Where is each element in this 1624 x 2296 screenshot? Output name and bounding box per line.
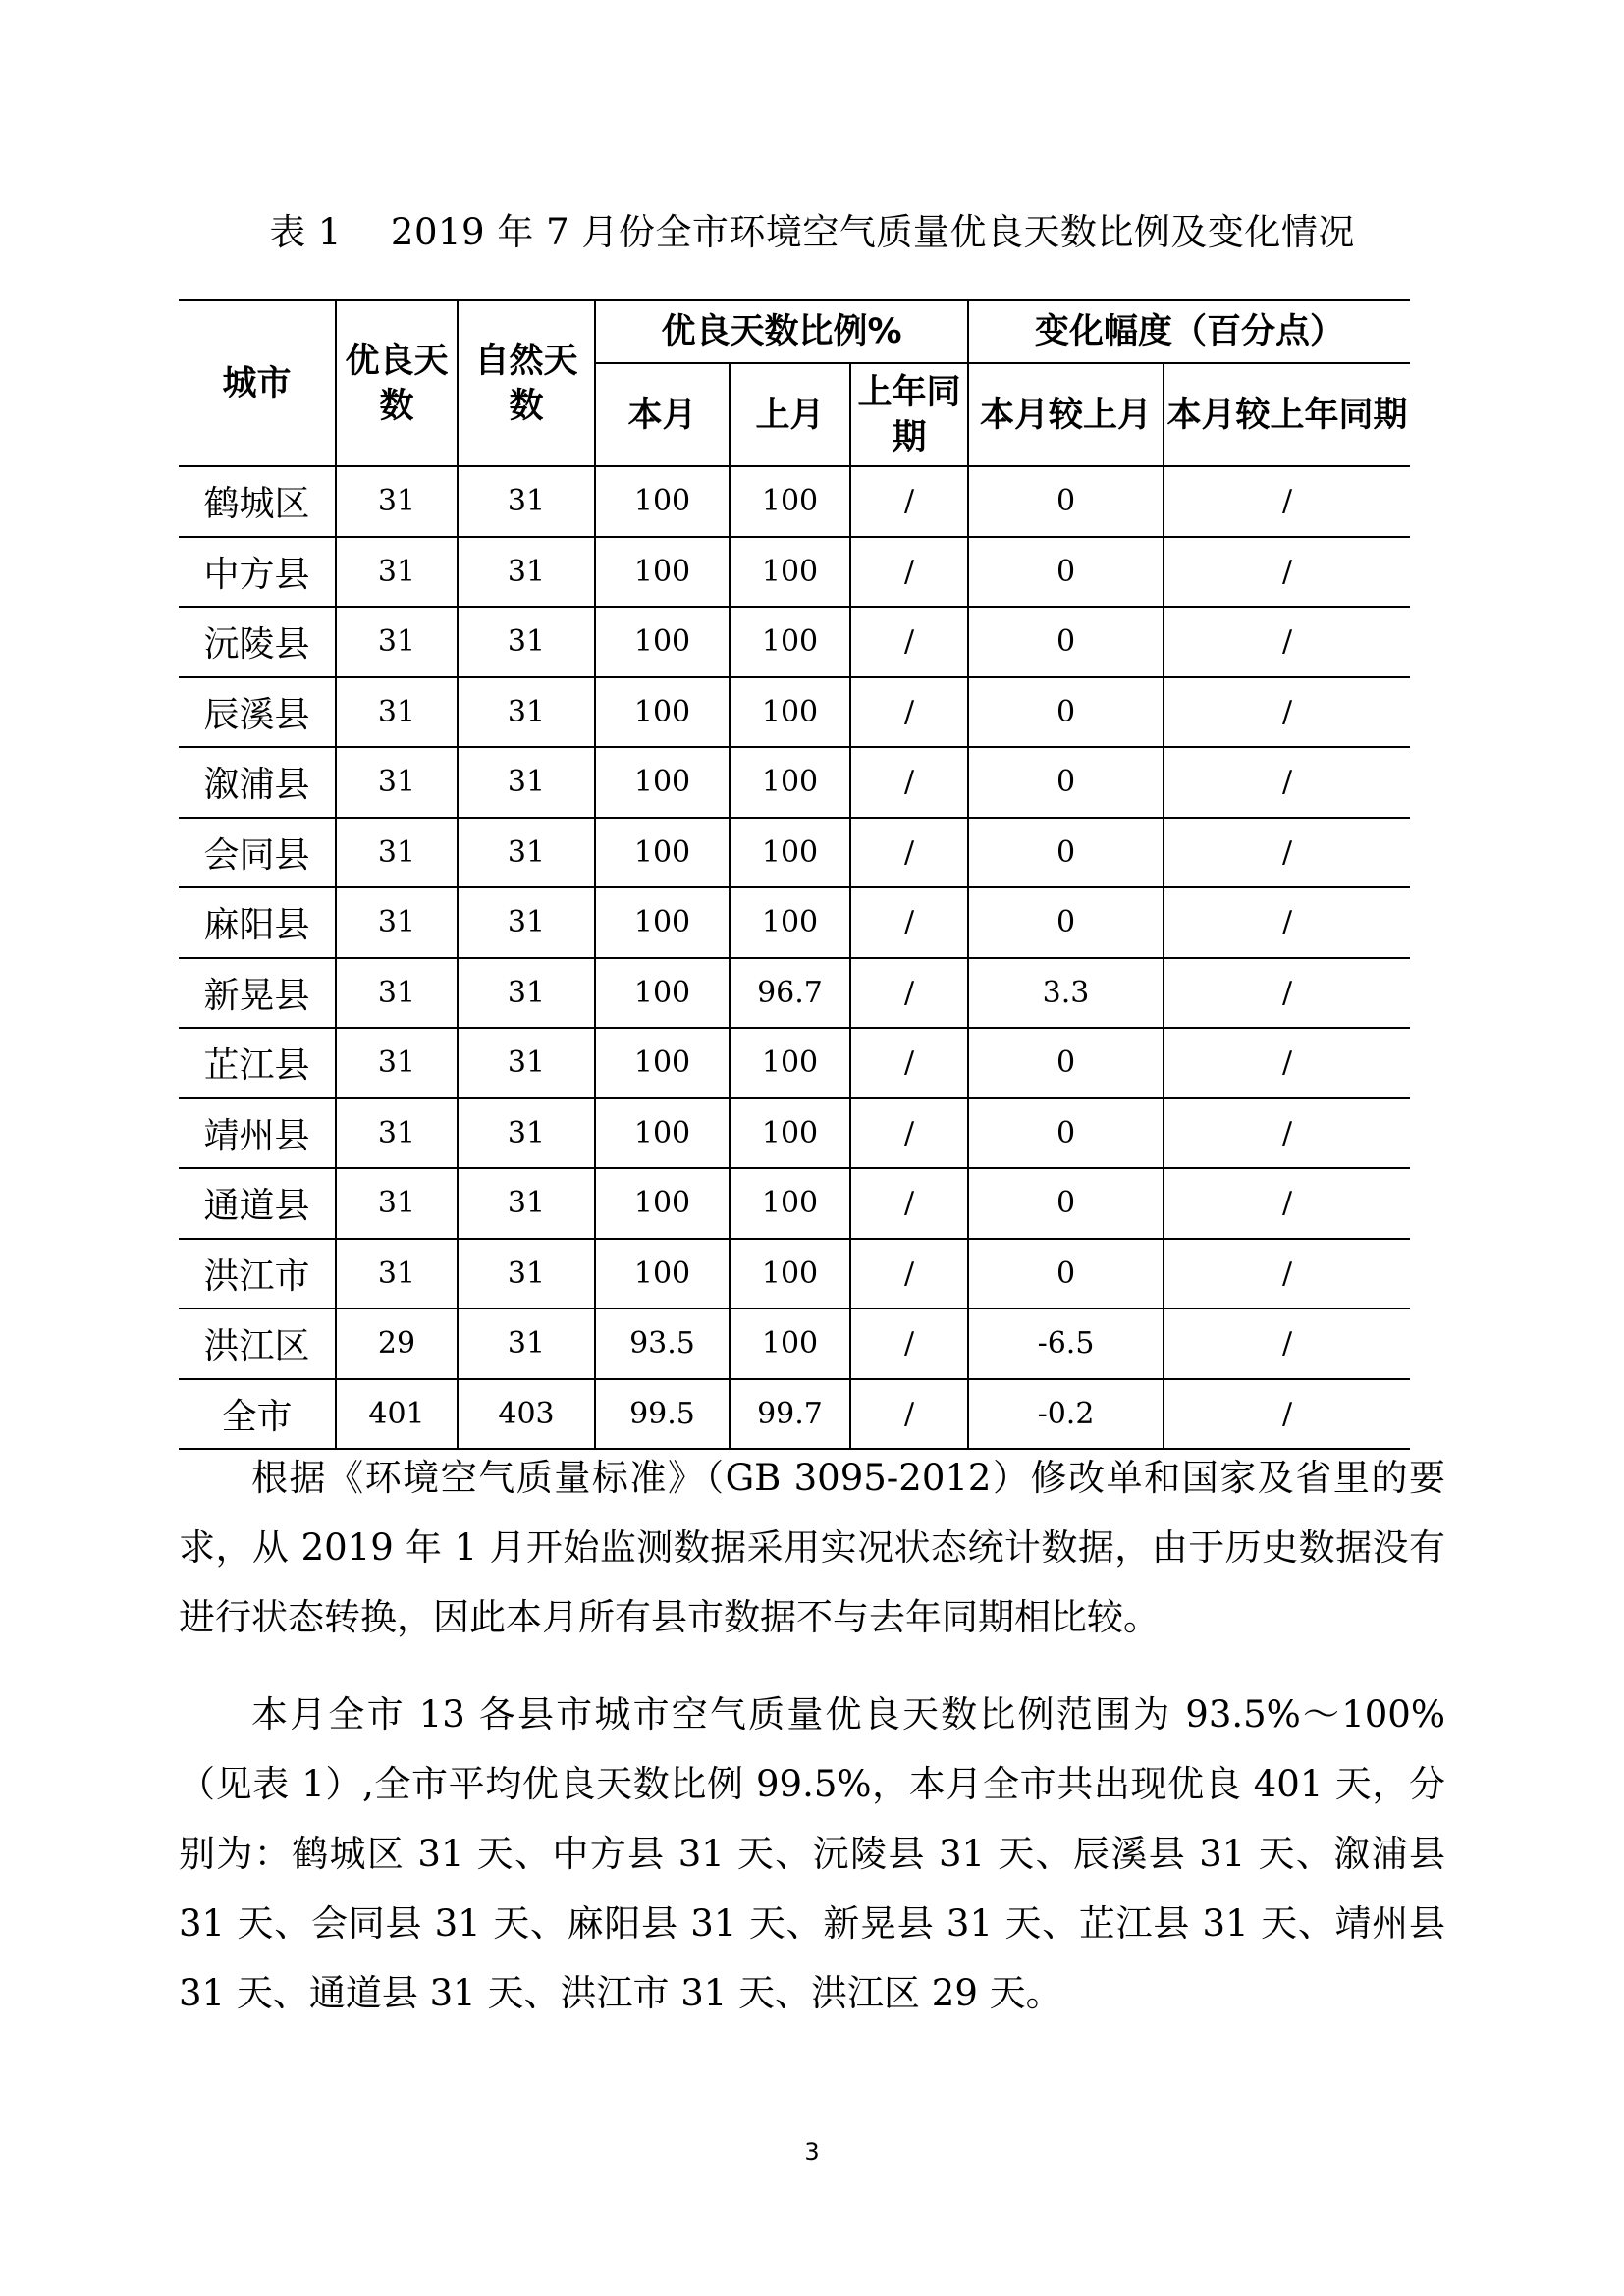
cell-change-vs-last-month: 0 xyxy=(968,1098,1164,1169)
cell-ratio-this-month: 100 xyxy=(595,747,730,818)
cell-ratio-this-month: 100 xyxy=(595,1028,730,1098)
cell-city: 洪江市 xyxy=(179,1239,336,1309)
cell-ratio-this-month: 100 xyxy=(595,958,730,1029)
cell-natural-days: 31 xyxy=(458,958,595,1029)
cell-city: 新晃县 xyxy=(179,958,336,1029)
cell-city: 中方县 xyxy=(179,537,336,608)
cell-ratio-last-year: / xyxy=(850,1028,968,1098)
cell-natural-days: 31 xyxy=(458,1308,595,1379)
cell-good-days: 31 xyxy=(336,747,458,818)
header-ratio-group: 优良天数比例% xyxy=(595,300,968,363)
cell-ratio-last-month: 100 xyxy=(730,677,850,748)
header-ratio-last-month: 上月 xyxy=(730,363,850,466)
cell-natural-days: 403 xyxy=(458,1379,595,1450)
cell-ratio-last-month: 100 xyxy=(730,1168,850,1239)
cell-change-vs-last-year: / xyxy=(1164,607,1410,677)
cell-ratio-last-year: / xyxy=(850,1168,968,1239)
cell-ratio-last-year: / xyxy=(850,1239,968,1309)
table-row xyxy=(179,1098,1410,1169)
cell-natural-days: 31 xyxy=(458,1098,595,1169)
cell-change-vs-last-year: / xyxy=(1164,1168,1410,1239)
cell-city: 溆浦县 xyxy=(179,747,336,818)
table-row xyxy=(179,1239,1410,1309)
cell-natural-days: 31 xyxy=(458,677,595,748)
header-change-group: 变化幅度（百分点） xyxy=(968,300,1410,363)
cell-change-vs-last-month: -6.5 xyxy=(968,1308,1164,1379)
cell-change-vs-last-month: 0 xyxy=(968,537,1164,608)
cell-ratio-last-year: / xyxy=(850,466,968,537)
header-good-days: 优良天数 xyxy=(336,300,458,466)
cell-city: 芷江县 xyxy=(179,1028,336,1098)
cell-natural-days: 31 xyxy=(458,887,595,958)
table-label: 表 1 xyxy=(269,211,342,253)
cell-good-days: 31 xyxy=(336,818,458,888)
cell-city: 通道县 xyxy=(179,1168,336,1239)
cell-good-days: 31 xyxy=(336,1168,458,1239)
cell-natural-days: 31 xyxy=(458,747,595,818)
cell-ratio-last-year: / xyxy=(850,1308,968,1379)
cell-change-vs-last-year: / xyxy=(1164,887,1410,958)
cell-ratio-last-month: 100 xyxy=(730,1308,850,1379)
cell-change-vs-last-month: 0 xyxy=(968,607,1164,677)
cell-city: 鹤城区 xyxy=(179,466,336,537)
header-natural-days: 自然天数 xyxy=(458,300,595,466)
table-row xyxy=(179,677,1410,748)
cell-city: 沅陵县 xyxy=(179,607,336,677)
cell-ratio-this-month: 93.5 xyxy=(595,1308,730,1379)
cell-change-vs-last-year: / xyxy=(1164,818,1410,888)
cell-good-days: 31 xyxy=(336,677,458,748)
header-change-vs-last-year: 本月较上年同期 xyxy=(1164,363,1410,466)
cell-ratio-this-month: 100 xyxy=(595,1098,730,1169)
cell-ratio-last-month: 100 xyxy=(730,1028,850,1098)
header-city: 城市 xyxy=(179,300,336,466)
cell-ratio-last-year: / xyxy=(850,747,968,818)
page-number: 3 xyxy=(804,2138,820,2165)
cell-change-vs-last-year: / xyxy=(1164,1379,1410,1450)
cell-change-vs-last-month: 0 xyxy=(968,677,1164,748)
cell-change-vs-last-year: / xyxy=(1164,466,1410,537)
cell-natural-days: 31 xyxy=(458,1028,595,1098)
cell-ratio-last-year: / xyxy=(850,607,968,677)
cell-good-days: 31 xyxy=(336,958,458,1029)
cell-ratio-last-year: / xyxy=(850,958,968,1029)
cell-city: 全市 xyxy=(179,1379,336,1450)
cell-ratio-this-month: 100 xyxy=(595,537,730,608)
cell-ratio-last-year: / xyxy=(850,1098,968,1169)
table-row xyxy=(179,747,1410,818)
cell-ratio-last-month: 100 xyxy=(730,1239,850,1309)
table-row xyxy=(179,887,1410,958)
cell-change-vs-last-year: / xyxy=(1164,537,1410,608)
cell-ratio-last-month: 100 xyxy=(730,607,850,677)
table-caption xyxy=(0,202,1624,255)
cell-change-vs-last-month: 0 xyxy=(968,1168,1164,1239)
cell-ratio-last-month: 100 xyxy=(730,466,850,537)
cell-good-days: 31 xyxy=(336,607,458,677)
cell-change-vs-last-year: / xyxy=(1164,958,1410,1029)
cell-change-vs-last-year: / xyxy=(1164,677,1410,748)
table-row xyxy=(179,1028,1410,1098)
cell-ratio-last-year: / xyxy=(850,818,968,888)
cell-ratio-this-month: 99.5 xyxy=(595,1379,730,1450)
cell-change-vs-last-year: / xyxy=(1164,1239,1410,1309)
cell-natural-days: 31 xyxy=(458,607,595,677)
cell-change-vs-last-month: 0 xyxy=(968,818,1164,888)
table-row xyxy=(179,818,1410,888)
cell-change-vs-last-year: / xyxy=(1164,747,1410,818)
cell-change-vs-last-month: 0 xyxy=(968,747,1164,818)
cell-city: 会同县 xyxy=(179,818,336,888)
cell-ratio-last-month: 100 xyxy=(730,747,850,818)
cell-good-days: 31 xyxy=(336,1028,458,1098)
cell-ratio-last-year: / xyxy=(850,537,968,608)
cell-ratio-last-year: / xyxy=(850,1379,968,1450)
table-body xyxy=(179,466,1410,1449)
cell-ratio-this-month: 100 xyxy=(595,887,730,958)
cell-natural-days: 31 xyxy=(458,466,595,537)
cell-city: 麻阳县 xyxy=(179,887,336,958)
cell-ratio-this-month: 100 xyxy=(595,1168,730,1239)
cell-good-days: 31 xyxy=(336,887,458,958)
cell-change-vs-last-month: -0.2 xyxy=(968,1379,1164,1450)
table-row xyxy=(179,466,1410,537)
cell-natural-days: 31 xyxy=(458,1168,595,1239)
paragraph-standard-note: 根据《环境空气质量标准》（GB 3095-2012）修改单和国家及省里的要求，从 2019 年 1 月开始监测数据采用实况状态统计数据，由于历史数据没有进行状态转换，因此本月所有县市数据不与去年同期相比较。 xyxy=(179,1457,1445,1638)
cell-change-vs-last-month: 3.3 xyxy=(968,958,1164,1029)
cell-ratio-last-month: 96.7 xyxy=(730,958,850,1029)
cell-change-vs-last-year: / xyxy=(1164,1098,1410,1169)
cell-ratio-this-month: 100 xyxy=(595,677,730,748)
cell-natural-days: 31 xyxy=(458,1239,595,1309)
cell-ratio-last-month: 100 xyxy=(730,887,850,958)
cell-ratio-this-month: 100 xyxy=(595,818,730,888)
header-change-vs-last-month: 本月较上月 xyxy=(968,363,1164,466)
header-ratio-last-year: 上年同期 xyxy=(850,363,968,466)
cell-city: 辰溪县 xyxy=(179,677,336,748)
paragraph-summary: 本月全市 13 各县市城市空气质量优良天数比例范围为 93.5%～100%（见表 1）,全市平均优良天数比例 99.5%，本月全市共出现优良 401 天，分别为：鹤城区 31 天、中方县 31 天、沅陵县 31 天、辰溪县 31 天、溆浦县 31 天、会同县 31 天、麻阳县 31 天、新晃县 31 天、芷江县 31 天、靖州县 31 天、通道县 31 天、洪江市 31 天、洪江区 29 天。 xyxy=(179,1693,1445,2014)
cell-ratio-last-month: 100 xyxy=(730,818,850,888)
cell-natural-days: 31 xyxy=(458,537,595,608)
cell-good-days: 31 xyxy=(336,1239,458,1309)
cell-ratio-last-month: 100 xyxy=(730,537,850,608)
cell-good-days: 31 xyxy=(336,466,458,537)
cell-change-vs-last-month: 0 xyxy=(968,1239,1164,1309)
cell-ratio-last-year: / xyxy=(850,887,968,958)
table-row xyxy=(179,537,1410,608)
table-title: 2019 年 7 月份全市环境空气质量优良天数比例及变化情况 xyxy=(390,211,1355,253)
table-row xyxy=(179,1168,1410,1239)
air-quality-table xyxy=(179,299,1410,1450)
cell-city: 靖州县 xyxy=(179,1098,336,1169)
cell-natural-days: 31 xyxy=(458,818,595,888)
cell-good-days: 31 xyxy=(336,537,458,608)
cell-change-vs-last-month: 0 xyxy=(968,887,1164,958)
cell-good-days: 29 xyxy=(336,1308,458,1379)
cell-ratio-last-year: / xyxy=(850,677,968,748)
table-row xyxy=(179,607,1410,677)
table-row xyxy=(179,1308,1410,1379)
cell-change-vs-last-year: / xyxy=(1164,1028,1410,1098)
table-row xyxy=(179,1379,1410,1450)
header-ratio-this-month: 本月 xyxy=(595,363,730,466)
cell-ratio-last-month: 99.7 xyxy=(730,1379,850,1450)
cell-change-vs-last-year: / xyxy=(1164,1308,1410,1379)
cell-ratio-this-month: 100 xyxy=(595,1239,730,1309)
cell-change-vs-last-month: 0 xyxy=(968,1028,1164,1098)
cell-ratio-this-month: 100 xyxy=(595,607,730,677)
cell-good-days: 401 xyxy=(336,1379,458,1450)
cell-change-vs-last-month: 0 xyxy=(968,466,1164,537)
table-row xyxy=(179,958,1410,1029)
cell-good-days: 31 xyxy=(336,1098,458,1169)
cell-city: 洪江区 xyxy=(179,1308,336,1379)
cell-ratio-this-month: 100 xyxy=(595,466,730,537)
cell-ratio-last-month: 100 xyxy=(730,1098,850,1169)
